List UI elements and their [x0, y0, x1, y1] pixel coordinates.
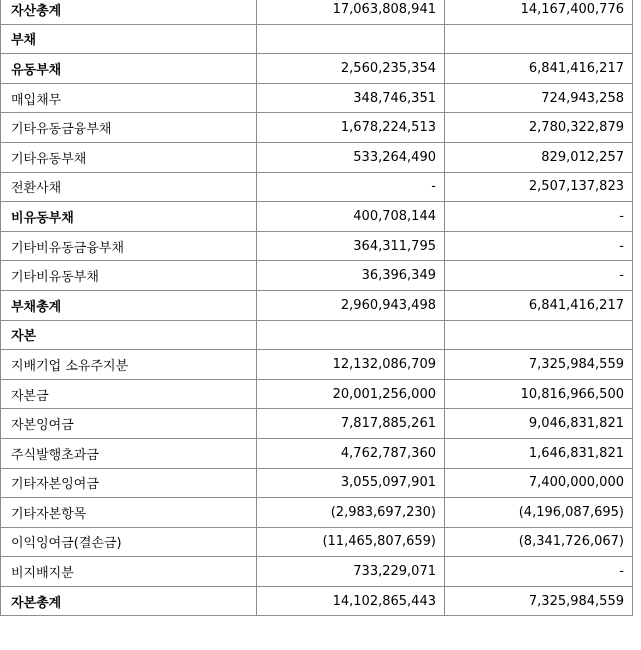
value-prior: 6,841,416,217 [445, 54, 633, 84]
value-prior: (8,341,726,067) [445, 527, 633, 557]
balance-sheet-body [1, 0, 633, 616]
value-prior: 7,400,000,000 [445, 468, 633, 498]
value-prior: 829,012,257 [445, 142, 633, 172]
table-row [1, 54, 633, 84]
value-prior: 7,325,984,559 [445, 586, 633, 616]
table-row [1, 320, 633, 350]
value-prior: 14,167,400,776 [445, 0, 633, 24]
row-label: 자본잉여금 [1, 409, 257, 439]
row-label: 기타자본항목 [1, 498, 257, 528]
row-label: 비지배지분 [1, 557, 257, 587]
value-prior: - [445, 231, 633, 261]
table-row [1, 83, 633, 113]
value-current: 3,055,097,901 [257, 468, 445, 498]
row-label: 부채 [1, 24, 257, 54]
row-label: 자본금 [1, 379, 257, 409]
table-row [1, 202, 633, 232]
table-row [1, 498, 633, 528]
table-row [1, 290, 633, 320]
table-row [1, 0, 633, 24]
value-current: 4,762,787,360 [257, 438, 445, 468]
value-current: 364,311,795 [257, 231, 445, 261]
value-prior: 724,943,258 [445, 83, 633, 113]
table-row [1, 527, 633, 557]
row-label: 기타자본잉여금 [1, 468, 257, 498]
value-prior: 9,046,831,821 [445, 409, 633, 439]
value-prior: 1,646,831,821 [445, 438, 633, 468]
value-prior: 6,841,416,217 [445, 290, 633, 320]
row-label: 비유동부채 [1, 202, 257, 232]
table-row [1, 172, 633, 202]
table-row [1, 113, 633, 143]
value-current: 733,229,071 [257, 557, 445, 587]
table-row [1, 350, 633, 380]
value-prior: - [445, 202, 633, 232]
value-current: (11,465,807,659) [257, 527, 445, 557]
row-label: 자본총계 [1, 586, 257, 616]
row-label: 이익잉여금(결손금) [1, 527, 257, 557]
value-prior [445, 24, 633, 54]
value-prior: 10,816,966,500 [445, 379, 633, 409]
value-current: 533,264,490 [257, 142, 445, 172]
value-prior: (4,196,087,695) [445, 498, 633, 528]
table-row [1, 438, 633, 468]
row-label: 부채총계 [1, 290, 257, 320]
table-row [1, 468, 633, 498]
value-current: 348,746,351 [257, 83, 445, 113]
value-prior: - [445, 557, 633, 587]
value-current: 2,960,943,498 [257, 290, 445, 320]
table-row [1, 261, 633, 291]
value-current [257, 24, 445, 54]
value-current: - [257, 172, 445, 202]
value-current: 17,063,808,941 [257, 0, 445, 24]
row-label: 기타비유동금융부채 [1, 231, 257, 261]
value-current: 400,708,144 [257, 202, 445, 232]
table-row [1, 586, 633, 616]
row-label: 기타유동금융부채 [1, 113, 257, 143]
row-label: 주식발행초과금 [1, 438, 257, 468]
row-label: 전환사채 [1, 172, 257, 202]
value-current: 14,102,865,443 [257, 586, 445, 616]
row-label: 자산총계 [1, 0, 257, 24]
table-row [1, 409, 633, 439]
value-prior [445, 320, 633, 350]
row-label: 매입채무 [1, 83, 257, 113]
value-current: 2,560,235,354 [257, 54, 445, 84]
value-prior: - [445, 261, 633, 291]
table-row [1, 379, 633, 409]
value-current: 12,132,086,709 [257, 350, 445, 380]
table-row [1, 24, 633, 54]
value-prior: 2,780,322,879 [445, 113, 633, 143]
row-label: 자본 [1, 320, 257, 350]
value-prior: 2,507,137,823 [445, 172, 633, 202]
table-row [1, 557, 633, 587]
row-label: 기타유동부채 [1, 142, 257, 172]
table-row [1, 142, 633, 172]
table-row [1, 231, 633, 261]
value-current [257, 320, 445, 350]
value-current: (2,983,697,230) [257, 498, 445, 528]
value-current: 36,396,349 [257, 261, 445, 291]
row-label: 기타비유동부채 [1, 261, 257, 291]
value-current: 7,817,885,261 [257, 409, 445, 439]
value-current: 1,678,224,513 [257, 113, 445, 143]
value-current: 20,001,256,000 [257, 379, 445, 409]
row-label: 유동부채 [1, 54, 257, 84]
row-label: 지배기업 소유주지분 [1, 350, 257, 380]
value-prior: 7,325,984,559 [445, 350, 633, 380]
